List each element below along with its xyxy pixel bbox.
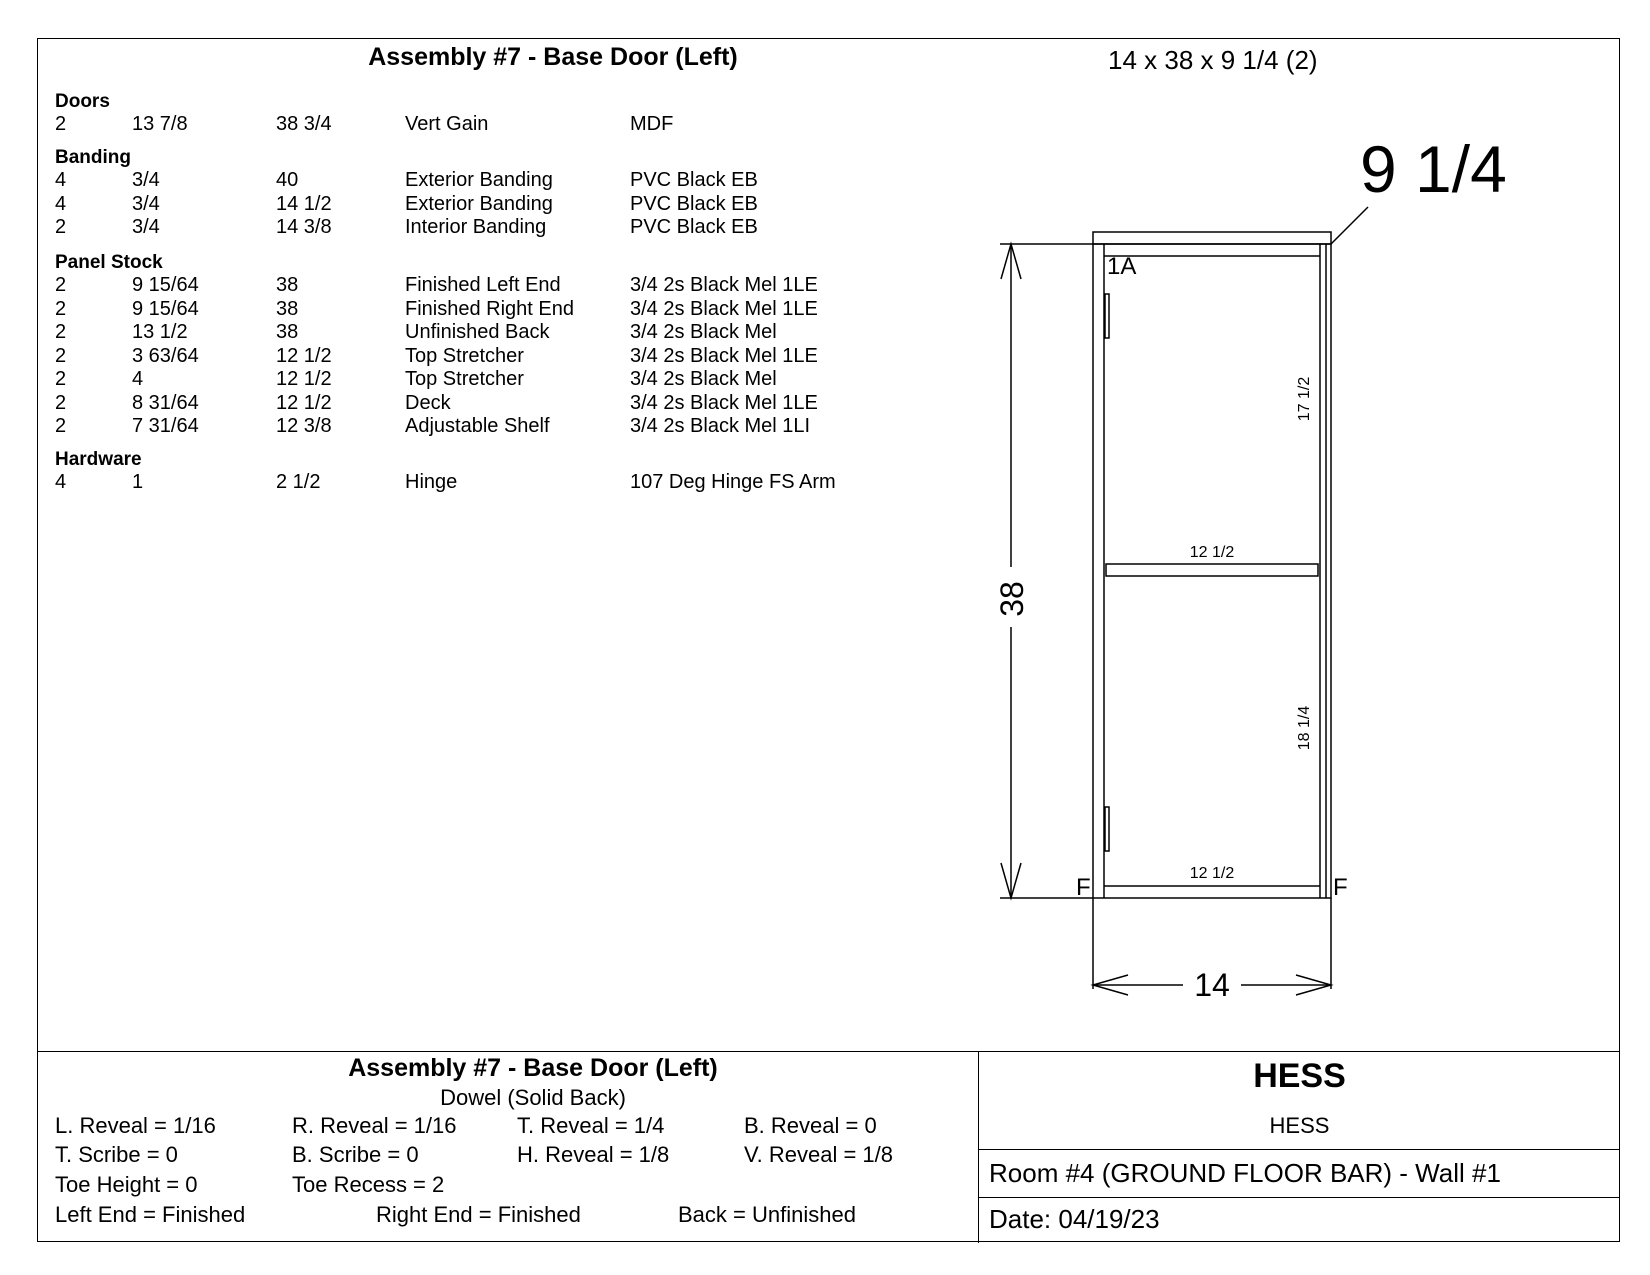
part-cell: Vert Gain (405, 113, 489, 135)
width-cell: 4 (132, 368, 144, 390)
width-cell: 9 15/64 (132, 297, 199, 320)
section-heading: Panel Stock (55, 252, 163, 273)
width-label: 14 (1194, 967, 1230, 1003)
spec-value: Toe Height = 0 (55, 1172, 198, 1197)
cabinet-top-edge (1093, 232, 1331, 244)
spec-value: H. Reveal = 1/8 (517, 1142, 670, 1167)
length-cell: 38 (276, 321, 299, 343)
length-cell: 38 (276, 274, 299, 296)
titleblock-divider (38, 1051, 1619, 1052)
upper-section-label: 17 1/2 (1296, 376, 1313, 422)
left-end-spec: Left End = Finished (55, 1202, 246, 1227)
length-cell: 12 1/2 (276, 368, 332, 390)
cabinet-tag: 1A (1107, 253, 1137, 280)
part-cell: Top Stretcher (405, 368, 524, 390)
width-cell: 3/4 (132, 216, 160, 238)
adjustable-shelf (1106, 564, 1318, 576)
length-cell: 14 1/2 (276, 192, 332, 215)
part-cell: Hinge (405, 471, 458, 493)
length-cell: 40 (276, 169, 299, 191)
width-cell: 13 7/8 (132, 113, 188, 135)
material-cell: PVC Black EB (630, 192, 758, 215)
material-cell: 3/4 2s Black Mel 1LI (630, 415, 811, 437)
length-cell: 12 1/2 (276, 391, 332, 414)
part-cell: Unfinished Back (405, 321, 550, 343)
part-cell: Finished Left End (405, 274, 561, 296)
titleblock-subtitle: Dowel (Solid Back) (440, 1085, 626, 1110)
shelf-width-label: 12 1/2 (1189, 544, 1235, 561)
width-cell: 8 31/64 (132, 391, 199, 414)
material-cell: MDF (630, 113, 674, 135)
qty-cell: 4 (55, 192, 67, 215)
part-cell: Finished Right End (405, 297, 574, 320)
qty-cell: 2 (55, 415, 67, 437)
length-cell: 12 1/2 (276, 344, 332, 367)
part-cell: Exterior Banding (405, 192, 553, 215)
qty-cell: 2 (55, 297, 67, 320)
length-cell: 12 3/8 (276, 415, 332, 437)
cabinet-size: 14 x 38 x 9 1/4 (2) (1108, 45, 1318, 75)
assembly-title: Assembly #7 - Base Door (Left) (368, 43, 738, 71)
material-cell: 3/4 2s Black Mel 1LE (630, 297, 818, 320)
right-end-spec: Right End = Finished (376, 1202, 581, 1227)
length-cell: 14 3/8 (276, 216, 332, 238)
company-name: HESS (1253, 1057, 1346, 1095)
spec-value: R. Reveal = 1/16 (292, 1113, 457, 1138)
length-cell: 38 (276, 297, 299, 320)
depth-label: 9 1/4 (1360, 132, 1507, 206)
titleblock-title: Assembly #7 - Base Door (Left) (348, 1054, 718, 1082)
finish-left-marker: F (1076, 874, 1091, 901)
width-cell: 3 63/64 (132, 344, 199, 367)
part-cell: Top Stretcher (405, 344, 524, 367)
spec-value: V. Reveal = 1/8 (744, 1142, 894, 1167)
spec-value: Toe Recess = 2 (292, 1172, 445, 1197)
back-spec: Back = Unfinished (678, 1202, 856, 1227)
spec-value: T. Reveal = 1/4 (517, 1113, 665, 1138)
qty-cell: 2 (55, 113, 67, 135)
cabinet-elevation (38, 39, 1621, 1051)
qty-cell: 4 (55, 169, 67, 191)
material-cell: 3/4 2s Black Mel (630, 321, 777, 343)
qty-cell: 4 (55, 471, 67, 493)
drawing-sheet (37, 38, 1620, 1242)
spec-value: B. Reveal = 0 (744, 1113, 877, 1138)
width-cell: 9 15/64 (132, 274, 199, 296)
qty-cell: 2 (55, 321, 67, 343)
titleblock-rule (978, 1197, 1619, 1198)
qty-cell: 2 (55, 274, 67, 296)
qty-cell: 2 (55, 391, 67, 414)
drawing-date: Date: 04/19/23 (989, 1204, 1160, 1234)
company-subtitle: HESS (1269, 1113, 1330, 1138)
material-cell: 3/4 2s Black Mel (630, 368, 777, 390)
section-heading: Banding (55, 147, 131, 168)
width-cell: 3/4 (132, 169, 160, 191)
part-cell: Adjustable Shelf (405, 415, 550, 437)
material-cell: 3/4 2s Black Mel 1LE (630, 391, 818, 414)
spec-value: T. Scribe = 0 (55, 1142, 178, 1167)
spec-value: B. Scribe = 0 (292, 1142, 419, 1167)
cabinet-outline (1093, 244, 1331, 898)
section-heading: Doors (55, 91, 110, 112)
material-cell: 3/4 2s Black Mel 1LE (630, 344, 818, 367)
material-cell: PVC Black EB (630, 169, 758, 191)
part-cell: Exterior Banding (405, 169, 553, 191)
qty-cell: 2 (55, 368, 67, 390)
spec-value: L. Reveal = 1/16 (55, 1113, 216, 1138)
height-label: 38 (994, 581, 1030, 617)
length-cell: 2 1/2 (276, 471, 321, 493)
finish-right-marker: F (1333, 874, 1348, 901)
material-cell: 3/4 2s Black Mel 1LE (630, 274, 818, 296)
qty-cell: 2 (55, 344, 67, 367)
material-cell: PVC Black EB (630, 216, 758, 238)
part-cell: Interior Banding (405, 216, 547, 238)
room-wall: Room #4 (GROUND FLOOR BAR) - Wall #1 (989, 1158, 1501, 1188)
titleblock-rule (978, 1149, 1619, 1150)
width-cell: 1 (132, 471, 144, 493)
width-cell: 7 31/64 (132, 415, 199, 437)
part-cell: Deck (405, 391, 451, 414)
deck-width-label: 12 1/2 (1189, 865, 1235, 882)
material-cell: 107 Deg Hinge FS Arm (630, 471, 836, 493)
qty-cell: 2 (55, 216, 67, 238)
width-cell: 3/4 (132, 192, 160, 215)
lower-section-label: 18 1/4 (1296, 705, 1313, 751)
hinge-bottom (1105, 807, 1109, 851)
section-heading: Hardware (55, 449, 142, 470)
width-cell: 13 1/2 (132, 321, 188, 343)
length-cell: 38 3/4 (276, 113, 332, 135)
hinge-top (1105, 294, 1109, 338)
depth-leader (1331, 207, 1368, 244)
